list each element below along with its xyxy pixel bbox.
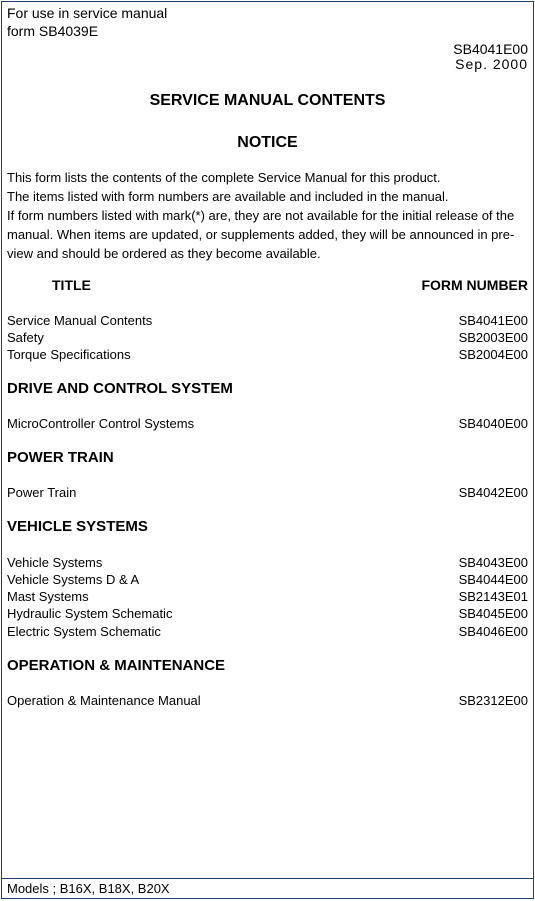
footer-divider — [2, 878, 533, 879]
contents-form-number: SB4042E00 — [458, 485, 528, 500]
contents-form-number: SB4041E00 — [458, 313, 528, 328]
header-reference-line1: For use in service manual — [7, 5, 168, 21]
notice-line: view and should be ordered as they become available. — [7, 246, 321, 261]
contents-form-number: SB2003E00 — [458, 330, 528, 345]
contents-row — [7, 554, 528, 572]
contents-form-number: SB4046E00 — [458, 624, 528, 639]
section-heading-power-train: POWER TRAIN — [7, 449, 114, 466]
contents-row — [7, 692, 528, 710]
contents-title: Electric System Schematic — [7, 624, 161, 639]
contents-form-number: SB2004E00 — [458, 347, 528, 362]
contents-form-number: SB4043E00 — [458, 555, 528, 570]
contents-form-number: SB4045E00 — [458, 606, 528, 621]
notice-heading: NOTICE — [237, 134, 298, 151]
contents-row — [7, 588, 528, 606]
contents-title: MicroController Control Systems — [7, 416, 195, 431]
header-date: Sep. 2000 — [455, 56, 528, 72]
header-reference-line2: form SB4039E — [7, 23, 99, 39]
contents-form-number: SB2312E00 — [458, 693, 528, 708]
page-title: SERVICE MANUAL CONTENTS — [149, 92, 386, 109]
contents-form-number: SB4044E00 — [458, 572, 528, 587]
section-heading-vehicle-systems: VEHICLE SYSTEMS — [7, 518, 148, 535]
contents-title: Safety — [7, 330, 44, 345]
section-heading-operation-maintenance: OPERATION & MAINTENANCE — [7, 657, 226, 674]
document-page — [1, 1, 534, 899]
contents-row — [7, 312, 528, 330]
section-heading-drive-control: DRIVE AND CONTROL SYSTEM — [7, 380, 233, 397]
contents-title: Mast Systems — [7, 589, 89, 604]
contents-title: Vehicle Systems — [7, 555, 103, 570]
contents-row — [7, 329, 528, 347]
contents-form-number: SB2143E01 — [458, 589, 528, 604]
column-header-form-number: FORM NUMBER — [421, 277, 528, 293]
contents-row — [7, 571, 528, 589]
column-header-title: TITLE — [52, 277, 91, 293]
notice-line: The items listed with form numbers are available and included in the manual. — [7, 189, 449, 204]
notice-line: manual. When items are updated, or supplements added, they will be announced in pre- — [7, 227, 515, 242]
contents-row — [7, 415, 528, 433]
header-form-number: SB4041E00 — [453, 41, 528, 57]
contents-title: Service Manual Contents — [7, 313, 153, 328]
contents-title: Power Train — [7, 485, 77, 500]
contents-form-number: SB4040E00 — [458, 416, 528, 431]
contents-row — [7, 605, 528, 623]
contents-row — [7, 484, 528, 502]
contents-title: Hydraulic System Schematic — [7, 606, 173, 621]
contents-row — [7, 346, 528, 364]
contents-title: Operation & Maintenance Manual — [7, 693, 201, 708]
contents-title: Vehicle Systems D & A — [7, 572, 140, 587]
footer-models: Models ; B16X, B18X, B20X — [7, 881, 170, 896]
notice-text — [7, 168, 528, 263]
notice-line: If form numbers listed with mark(*) are, they are not available for the initial release of the — [7, 208, 515, 223]
contents-title: Torque Specifications — [7, 347, 131, 362]
contents-row — [7, 623, 528, 641]
header-reference — [7, 4, 167, 40]
header-form-info — [453, 42, 528, 72]
notice-line: This form lists the contents of the complete Service Manual for this product. — [7, 170, 441, 185]
